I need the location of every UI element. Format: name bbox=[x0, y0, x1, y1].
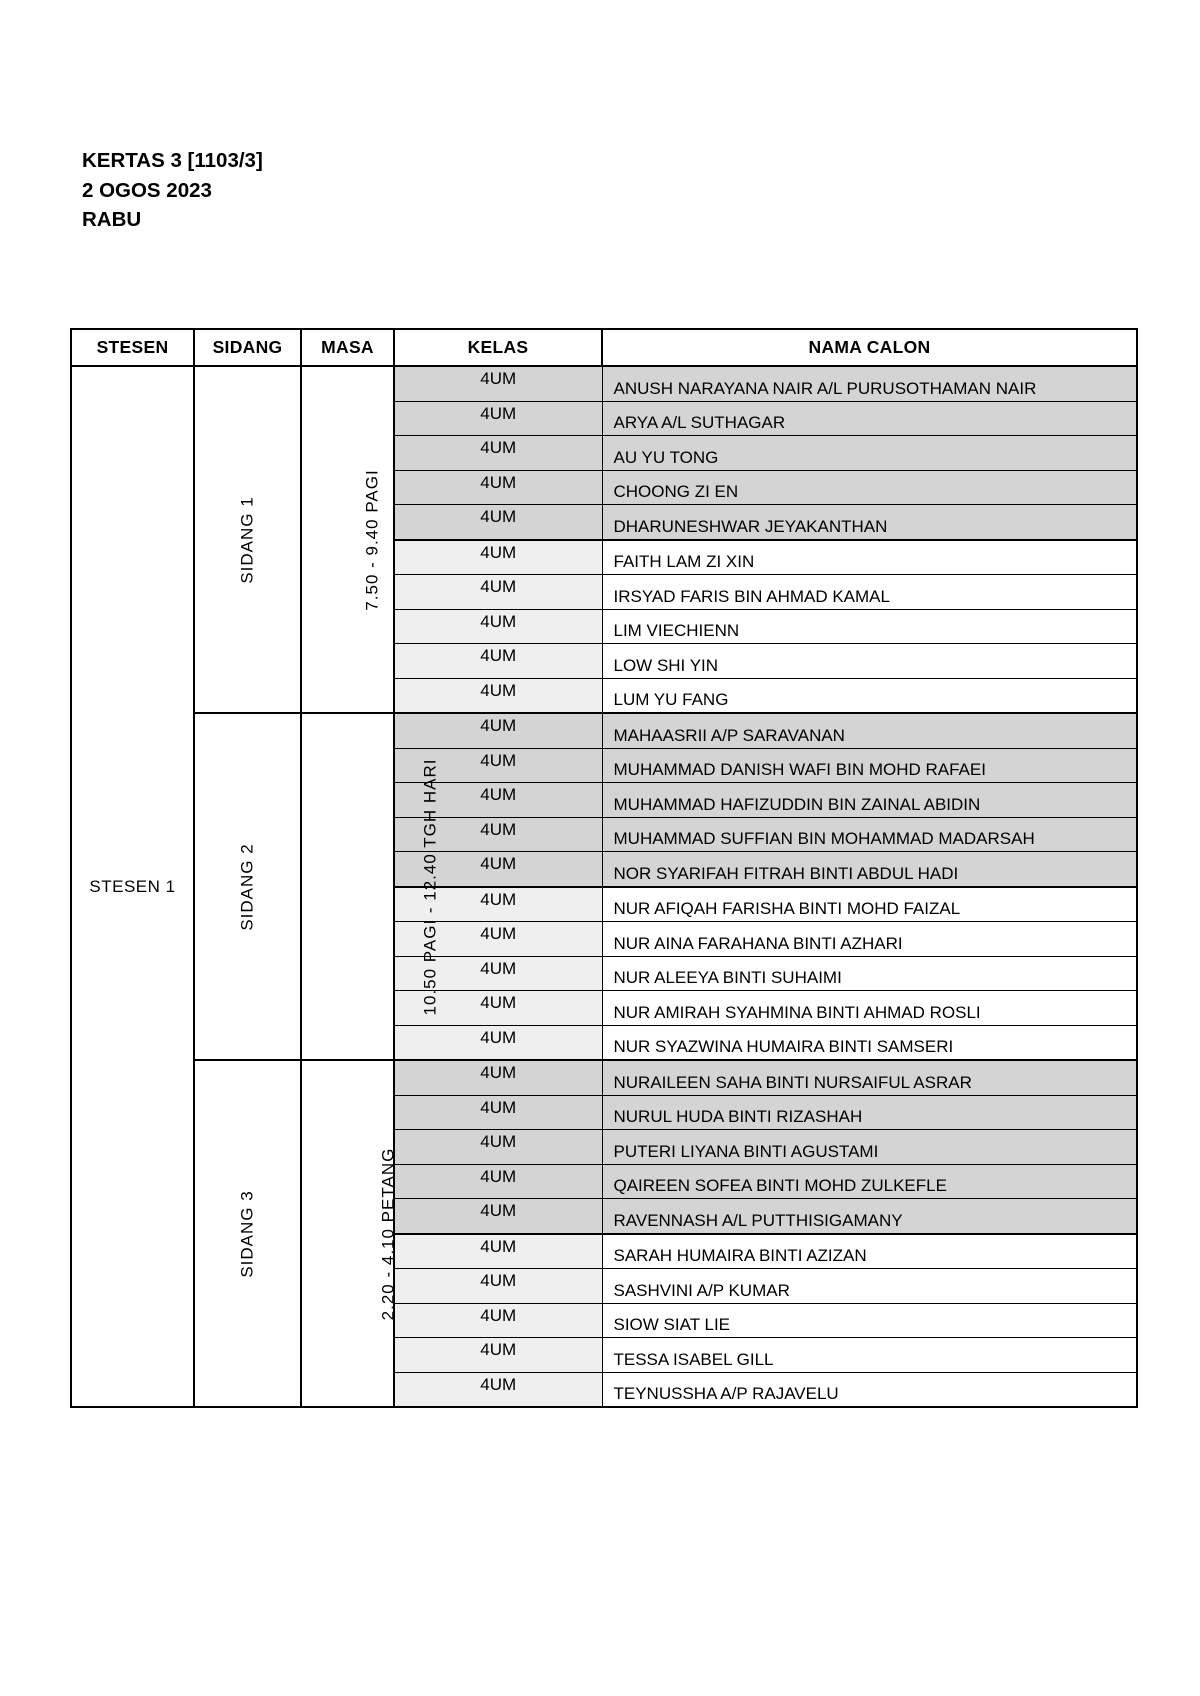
kelas-cell: 4UM bbox=[394, 1130, 602, 1165]
nama-calon-cell: FAITH LAM ZI XIN bbox=[602, 540, 1137, 575]
nama-calon-cell: NUR AINA FARAHANA BINTI AZHARI bbox=[602, 922, 1137, 957]
nama-calon-cell: ANUSH NARAYANA NAIR A/L PURUSOTHAMAN NAIR bbox=[602, 366, 1137, 401]
sidang-cell bbox=[194, 1060, 301, 1407]
stesen-label: STESEN 1 bbox=[89, 876, 176, 896]
nama-calon-cell: QAIREEN SOFEA BINTI MOHD ZULKEFLE bbox=[602, 1164, 1137, 1199]
nama-calon-cell: NURUL HUDA BINTI RIZASHAH bbox=[602, 1095, 1137, 1130]
exam-date: 2 OGOS 2023 bbox=[82, 178, 212, 202]
nama-calon-cell: NURAILEEN SAHA BINTI NURSAIFUL ASRAR bbox=[602, 1060, 1137, 1095]
stesen-cell bbox=[71, 366, 194, 1407]
sidang-label: SIDANG 2 bbox=[237, 842, 257, 931]
sidang-label: SIDANG 3 bbox=[237, 1189, 257, 1278]
nama-calon-cell: CHOONG ZI EN bbox=[602, 470, 1137, 505]
table-header-row bbox=[71, 329, 1137, 366]
kelas-cell: 4UM bbox=[394, 922, 602, 957]
kelas-cell: 4UM bbox=[394, 1060, 602, 1095]
nama-calon-cell: NUR SYAZWINA HUMAIRA BINTI SAMSERI bbox=[602, 1025, 1137, 1060]
sidang-cell bbox=[194, 366, 301, 713]
nama-calon-cell: TEYNUSSHA A/P RAJAVELU bbox=[602, 1372, 1137, 1407]
table-row bbox=[71, 1060, 1137, 1095]
nama-calon-cell: LOW SHI YIN bbox=[602, 644, 1137, 679]
masa-label: 7.50 - 9.40 PAGI bbox=[362, 468, 382, 611]
nama-calon-cell: SASHVINI A/P KUMAR bbox=[602, 1269, 1137, 1304]
kelas-cell: 4UM bbox=[394, 575, 602, 610]
kelas-cell: 4UM bbox=[394, 1164, 602, 1199]
nama-calon-cell: TESSA ISABEL GILL bbox=[602, 1338, 1137, 1373]
kelas-cell: 4UM bbox=[394, 540, 602, 575]
exam-day: RABU bbox=[82, 208, 142, 231]
masa-label: 10.50 PAGI - 12.40 TGH HARI bbox=[420, 758, 440, 1015]
nama-calon-cell: IRSYAD FARIS BIN AHMAD KAMAL bbox=[602, 575, 1137, 610]
kelas-cell: 4UM bbox=[394, 470, 602, 505]
nama-calon-cell: RAVENNASH A/L PUTTHISIGAMANY bbox=[602, 1199, 1137, 1234]
masa-label: 2.20 - 4.10 PETANG bbox=[378, 1147, 398, 1320]
nama-calon-cell: NUR AFIQAH FARISHA BINTI MOHD FAIZAL bbox=[602, 887, 1137, 922]
nama-calon-cell: LIM VIECHIENN bbox=[602, 609, 1137, 644]
nama-calon-cell: AU YU TONG bbox=[602, 436, 1137, 471]
masa-cell bbox=[301, 713, 440, 1060]
col-header-nama: NAMA CALON bbox=[602, 329, 1137, 366]
table-row bbox=[71, 713, 1137, 748]
kelas-cell: 4UM bbox=[394, 609, 602, 644]
kelas-cell: 4UM bbox=[394, 817, 602, 852]
kelas-cell: 4UM bbox=[394, 1095, 602, 1130]
nama-calon-cell: MAHAASRII A/P SARAVANAN bbox=[602, 713, 1137, 748]
kelas-cell: 4UM bbox=[394, 713, 602, 748]
masa-cell bbox=[301, 366, 394, 713]
schedule-body bbox=[71, 366, 1137, 1407]
nama-calon-cell: ARYA A/L SUTHAGAR bbox=[602, 401, 1137, 436]
kelas-cell: 4UM bbox=[394, 1025, 602, 1060]
kelas-cell: 4UM bbox=[394, 783, 602, 818]
nama-calon-cell: NUR ALEEYA BINTI SUHAIMI bbox=[602, 956, 1137, 991]
kelas-cell: 4UM bbox=[394, 436, 602, 471]
kelas-cell: 4UM bbox=[394, 505, 602, 540]
kelas-cell: 4UM bbox=[394, 678, 602, 713]
kelas-cell: 4UM bbox=[394, 1199, 602, 1234]
kelas-cell: 4UM bbox=[394, 852, 602, 887]
sidang-cell bbox=[194, 713, 301, 1060]
nama-calon-cell: SIOW SIAT LIE bbox=[602, 1303, 1137, 1338]
col-header-stesen: STESEN bbox=[71, 329, 194, 366]
sidang-label: SIDANG 1 bbox=[237, 495, 257, 584]
kelas-cell: 4UM bbox=[394, 991, 602, 1026]
kelas-cell: 4UM bbox=[394, 748, 602, 783]
paper-code: KERTAS 3 [1103/3] bbox=[82, 149, 263, 172]
kelas-cell: 4UM bbox=[394, 1338, 602, 1373]
schedule-table bbox=[70, 328, 1138, 1408]
nama-calon-cell: PUTERI LIYANA BINTI AGUSTAMI bbox=[602, 1130, 1137, 1165]
nama-calon-cell: MUHAMMAD DANISH WAFI BIN MOHD RAFAEI bbox=[602, 748, 1137, 783]
kelas-cell: 4UM bbox=[394, 1372, 602, 1407]
table-row bbox=[71, 366, 1137, 401]
kelas-cell: 4UM bbox=[394, 956, 602, 991]
col-header-masa: MASA bbox=[301, 329, 394, 366]
kelas-cell: 4UM bbox=[394, 1269, 602, 1304]
kelas-cell: 4UM bbox=[394, 644, 602, 679]
kelas-cell: 4UM bbox=[394, 401, 602, 436]
nama-calon-cell: DHARUNESHWAR JEYAKANTHAN bbox=[602, 505, 1137, 540]
nama-calon-cell: MUHAMMAD SUFFIAN BIN MOHAMMAD MADARSAH bbox=[602, 817, 1137, 852]
kelas-cell: 4UM bbox=[394, 366, 602, 401]
nama-calon-cell: NUR AMIRAH SYAHMINA BINTI AHMAD ROSLI bbox=[602, 991, 1137, 1026]
kelas-cell: 4UM bbox=[394, 1234, 602, 1269]
masa-cell bbox=[301, 1060, 398, 1407]
document-header bbox=[82, 146, 263, 235]
nama-calon-cell: SARAH HUMAIRA BINTI AZIZAN bbox=[602, 1234, 1137, 1269]
nama-calon-cell: LUM YU FANG bbox=[602, 678, 1137, 713]
col-header-kelas: KELAS bbox=[394, 329, 602, 366]
nama-calon-cell: MUHAMMAD HAFIZUDDIN BIN ZAINAL ABIDIN bbox=[602, 783, 1137, 818]
col-header-sidang: SIDANG bbox=[194, 329, 301, 366]
kelas-cell: 4UM bbox=[394, 1303, 602, 1338]
kelas-cell: 4UM bbox=[394, 887, 602, 922]
nama-calon-cell: NOR SYARIFAH FITRAH BINTI ABDUL HADI bbox=[602, 852, 1137, 887]
